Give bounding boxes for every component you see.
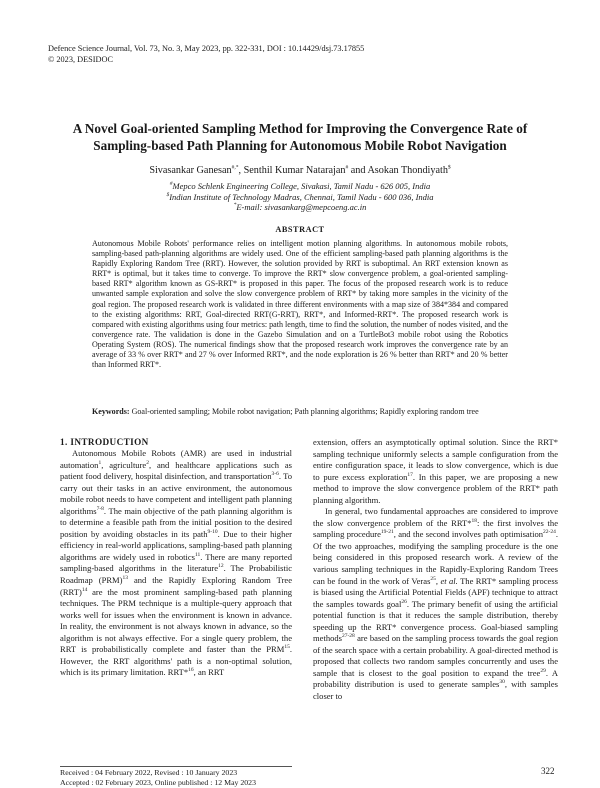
paragraph [313,506,558,702]
citation: 16 [188,667,194,674]
affiliation-text: Indian Institute of Technology Madras, Chennai, Tamil Nadu - 600 036, India [169,191,434,202]
body-text: The RRT* sampling process is biased using the Artificial Potential Fields (APF) technique to attract the samples towards goal [313,575,558,609]
body-left-column [60,448,292,679]
page-number: 322 [541,766,555,776]
citation: 7-8 [96,505,104,512]
citation-line: Defence Science Journal, Vol. 73, No. 3, May 2023, pp. 322-331, DOI : 10.14429/dsj.73.17855 [48,44,365,53]
body-text: , agriculture [101,459,147,470]
body-text: . The Probabilistic Roadmap (PRM) [60,563,292,586]
citation: 12 [218,563,224,570]
body-text: extension, offers an asymptotically optimal solution. Since the RRT* sampling technique uniformly selects a sample configuration from the entire configuration space, it leads to slow convergence, which is due to pure excess exploration [313,437,558,482]
copyright-line: © 2023, DESIDOC [48,55,114,64]
body-right-column [313,437,558,703]
affiliations [40,181,560,213]
body-text: , and the second involves path optimisation [393,529,544,540]
author-3: Asokan Thondiyath [367,165,448,176]
citation: 13 [122,575,128,582]
citation: 18 [471,517,478,524]
affiliation-mark: * [233,202,237,209]
author-2-mark: # [345,164,349,171]
body-text: , [435,575,441,586]
title-line-2: Sampling-based Path Planning for Autonomous Mobile Robot Navigation [93,138,507,153]
keywords-label: Keywords: [92,407,130,416]
body-text: , and healthcare applications such as patient food delivery, hospital disinfection, and transportation [60,459,292,482]
citation: 22-24 [543,529,556,536]
body-text: , an RRT [193,667,225,678]
body-text: . The primary benefit of using the artificial potential function is that it reduces the sample distribution, thereby speeding up the RRT* convergence process. Goal-biased sampling methods [313,598,558,644]
body-text: . To carry out their tasks in an active environment, the autonomous mobile robot needs to have competent and intelligent path planning algorithms [60,471,292,516]
body-text: . A probability distribution is used to generate samples [313,667,558,690]
citation: 26 [401,598,407,605]
accepted-date: Accepted : 02 February 2023, Online published : 12 May 2023 [60,778,256,787]
affiliation-mark: $ [166,191,170,198]
body-text: . In this paper, we are proposing a new method to improve the slow convergence problem of the RRT* path planning algorithm. [313,471,559,505]
body-text: . The main objective of the path planning algorithm is to determine a feasible path from the initial position to the desired position by avoiding obstacles in its path [60,505,292,539]
author-separator: and [348,165,368,176]
body-text: . There are many reported sampling-based algorithms in the literature [60,551,292,574]
citation: 3-6 [271,471,279,478]
citation: 11 [194,552,201,559]
author-list [40,165,560,176]
affiliation-2 [40,192,560,203]
body-text: . Of the two approaches, modifying the sampling procedure is the one being considered in this proposed research work. A review of the various sampling techniques in the Rapidly-Exploring Random Trees can be found in the work of Veras [313,529,558,586]
citation: 2 [146,459,149,466]
contact-email [40,202,560,213]
author-separator: , [238,165,244,176]
body-text: et al. [440,575,458,586]
body-text: and the Rapidly Exploring Random Tree (RRT) [60,575,293,597]
email-text: E-mail: sivasankarg@mepcoeng.ac.in [236,202,367,212]
citation: 15 [284,644,290,651]
citation: 17 [407,471,413,478]
affiliation-mark: # [169,181,173,188]
keywords [92,407,508,417]
received-date: Received : 04 February 2022, Revised : 10 January 2023 [60,768,238,777]
body-text: : the first involves the sampling procedure [313,517,558,540]
section-heading: 1. INTRODUCTION [60,437,149,447]
author-3-mark: $ [447,164,451,171]
paragraph [313,437,558,506]
body-text: . However, the RRT algorithms' path is a non-optimal solution, which is its primary limitation. RRT* [60,644,292,678]
citation: 1 [98,459,102,466]
citation: 9-10 [207,528,218,535]
author-1: Sivasankar Ganesan [149,165,232,176]
body-text: Autonomous Mobile Robots (AMR) are used in industrial automation [60,448,292,470]
keywords-text: Goal-oriented sampling; Mobile robot navigation; Path planning algorithms; Rapidly exploring random tree [129,407,479,416]
citation: 29 [540,668,546,675]
paper-title [40,120,560,154]
body-text: , with samples closer to [313,679,558,702]
journal-header [48,43,364,65]
abstract-text: Autonomous Mobile Robots' performance relies on intelligent motion planning algorithms. In autonomous mobile robots, sampling-based path-planning algorithms are widely used. One of the efficient sampling-based path planning algorithms is the Rapidly Exploring Random Tree (RRT). However, the solution provided by RRT is suboptimal. An RRT extension known as RRT* is optimal, but it takes time to converge. To improve the RRT* slow convergence problem, a goal-oriented sampling-based RRT* algorithm known as GS-RRT* is proposed in this paper. The focus of the proposed research work is to reduce unwanted sample exploration and solve the slow convergence problem of RRT* by taking more samples in the vicinity of the goal region. The proposed research work is validated in three different environments with a map size of 384*384 and compared to the existing algorithms: RRT, Goal-directed RRT(G-RRT), RRT*, and Informed-RRT*. The proposed research work is compared with existing algorithms using four metrics: path length, time to find the solution, the number of nodes visited, and the convergence rate. The validation is done in the Gazebo Simulation and on a TurtleBot3 mobile robot using the Robotics Operating System (ROS). The numerical findings show that the proposed research work improves the convergence rate by an average of 33 % over RRT* and 27 % over Informed RRT*, and the node exploration is 26 % better than RRT* and 20 % better than Informed RRT*. [92,239,508,370]
affiliation-text: Mepco Schlenk Engineering College, Sivakasi, Tamil Nadu - 626 005, India [172,181,431,191]
body-text: . Due to their higher efficiency in real-world applications, sampling-based path planning algorithms are widely used in robotics [60,528,292,562]
affiliation-1 [40,181,560,192]
abstract-heading: ABSTRACT [275,225,325,234]
citation: 25 [430,575,436,582]
body-text: In general, two fundamental approaches are considered to improve the slow convergence problem of the RRT* [313,506,558,528]
author-1-mark: #,* [231,164,239,171]
citation: 19-21 [380,529,394,536]
publication-dates [60,768,256,788]
author-2: Senthil Kumar Natarajan [243,165,346,176]
citation: 14 [81,586,88,593]
footnote-divider [60,766,292,767]
title-line-1: A Novel Goal-oriented Sampling Method for Improving the Convergence Rate of [72,121,528,136]
citation: 27-28 [341,633,355,640]
citation: 30 [499,679,505,686]
body-text: are based on the sampling process towards the goal region of the search space with a certain probability. A goal-directed method is proposed that collects two random samples concurrently and uses the sample that is closest to the goal position to expand the tree [313,633,558,678]
body-text: are the most prominent sampling-based path planning techniques. The PRM technique is a multiple-query approach that works well for issues when the environment is known in advance. In reality, the environment is not always known in advance, so the algorithm is not always effective. For a single query problem, the RRT is probabilistically complete and faster than the PRM [60,586,292,655]
